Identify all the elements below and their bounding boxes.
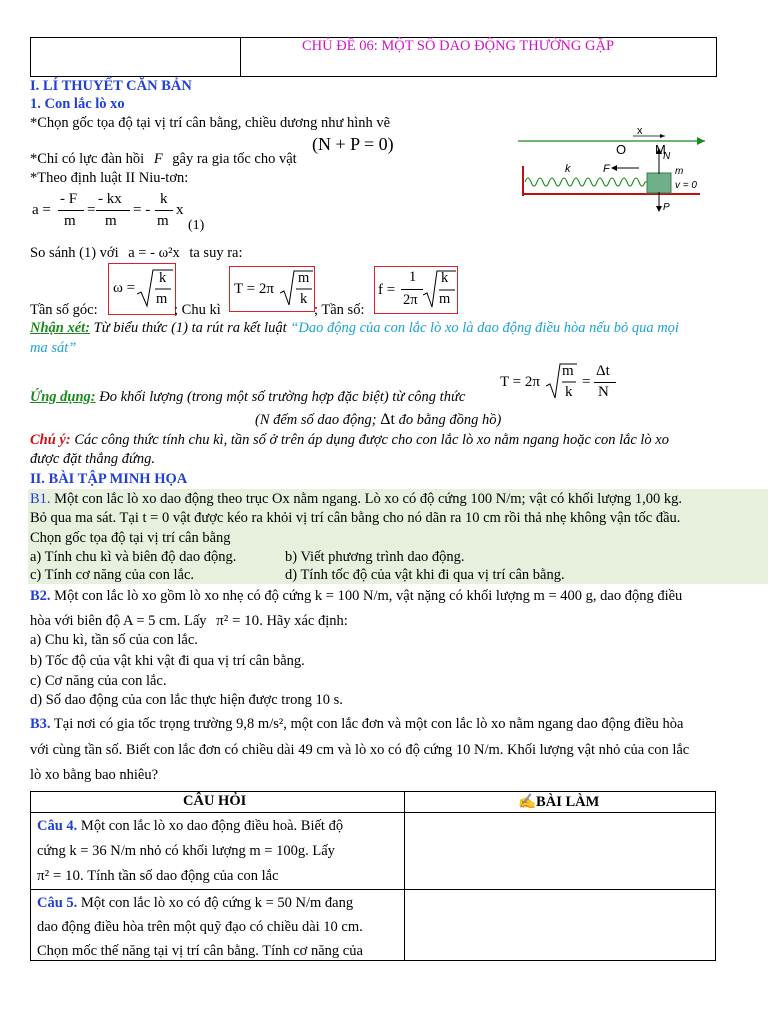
b2-line-2: hòa với biên độ A = 5 cm. Lấy π² = 10. Hãy xác định: — [30, 613, 348, 629]
b1-item-b: b) Viết phương trình dao động. — [285, 549, 465, 565]
answer-5-cell[interactable] — [405, 890, 714, 959]
b1-line-1: B1. Một con lắc lò xo dao động theo trục Ox nằm ngang. Lò xo có độ cứng 100 N/m; vật có khối lượng 1,00 kg. — [30, 491, 683, 507]
period-label: ; Chu kì — [174, 302, 221, 318]
theory-line-3: *Theo định luật II Niu-tơn: — [30, 170, 189, 186]
figure-o-label: O — [616, 142, 627, 157]
remark-line: Nhận xét: Từ biểu thức (1) ta rút ra kết luật “Dao động của con lắc lò xo là dao động điều hòa nếu bỏ qua mọi — [30, 320, 679, 336]
b1-item-a: a) Tính chu kì và biên độ dao động. — [30, 549, 237, 565]
omega-formula-box: ω = k m — [108, 263, 176, 315]
figure-m-mass-label: m — [675, 166, 684, 177]
b2-item-c: c) Cơ năng của con lắc. — [30, 673, 167, 689]
b1-item-c: c) Tính cơ năng của con lắc. — [30, 567, 195, 583]
qa-header-question: CÂU HỎI — [183, 793, 247, 809]
b3-line-1: B3. Tại nơi có gia tốc trọng trường 9,8 m/s², một con lắc đơn và một con lắc lò xo nằm ngang dao động điều hòa — [30, 716, 684, 732]
b1-item-d: d) Tính tốc độ của vật khi đi qua vị trí cân bằng. — [285, 567, 565, 583]
b2-item-b: b) Tốc độ của vật khi vật đi qua vị trí cân bằng. — [30, 653, 305, 669]
b3-line-3: lò xo bằng bao nhiêu? — [30, 767, 159, 783]
equation-1: a = - F m = - kx m = - k m x (1) — [32, 191, 205, 233]
remark-quote-end: ma sát” — [30, 340, 77, 356]
figure-f-label: F — [603, 163, 610, 175]
theory-line-1: *Chọn gốc tọa độ tại vị trí cân bằng, chiều dương như hình vẽ — [30, 115, 391, 131]
theory-line-2: *Chỉ có lực đàn hồi F gây ra gia tốc cho vật — [30, 151, 297, 167]
section-2-heading: II. BÀI TẬP MINH HỌA — [30, 471, 188, 487]
application-equation: T = 2π m k = Δt N — [500, 362, 625, 404]
spring-pendulum-figure — [515, 124, 715, 220]
application-line: Ứng dụng: Đo khối lượng (trong một số trường hợp đặc biệt) từ công thức — [30, 389, 466, 405]
compare-line: So sánh (1) với a = - ω²x ta suy ra: — [30, 245, 243, 261]
b1-line-3: Chọn gốc tọa độ tại vị trí cân bằng — [30, 530, 231, 546]
section-1-heading: I. LÍ THUYẾT CĂN BẢN — [30, 78, 192, 94]
equation-n-p: (N + P = 0) — [312, 134, 394, 154]
figure-m-label: M — [655, 142, 666, 157]
figure-v-label: v = 0 — [675, 180, 697, 191]
b2-item-d: d) Số dao động của con lắc thực hiện được trong 10 s. — [30, 692, 343, 708]
angular-frequency-label: Tần số góc: — [30, 302, 98, 318]
section-1-subheading: 1. Con lắc lò xo — [30, 96, 125, 112]
qa-header-answer: ✍BÀI LÀM — [518, 794, 600, 810]
b2-line-1: B2. Một con lắc lò xo gồm lò xo nhẹ có độ cứng k = 100 N/m, vật nặng có khối lượng m = 400 g, dao động điều — [30, 588, 683, 604]
header-title: CHỦ ĐỀ 06: MỘT SỐ DAO ĐỘNG THƯỜNG GẶP — [302, 38, 615, 54]
frequency-formula-box: f = 1 2π k m — [374, 266, 458, 314]
period-formula-box: T = 2π m k — [229, 266, 315, 312]
application-note: (N đếm số dao động; Δt đo bằng đồng hồ) — [255, 411, 502, 428]
figure-p-label: P — [663, 202, 670, 213]
question-4: Câu 4. Một con lắc lò xo dao động điều hoà. Biết độ cứng k = 36 N/m nhỏ có khối lượng m = 100g. Lấy π² = 10. Tính tần số dao động của con lắc — [37, 818, 344, 884]
b2-item-a: a) Chu kì, tần số của con lắc. — [30, 632, 198, 648]
note-line-2: được đặt thẳng đứng. — [30, 451, 156, 467]
figure-k-label: k — [565, 163, 571, 175]
b1-line-2: Bỏ qua ma sát. Tại t = 0 vật được kéo ra khỏi vị trí cân bằng cho nó dãn ra 10 cm rồi thả nhẹ không vận tốc đầu. — [30, 510, 681, 526]
frequency-label: ; Tần số: — [314, 302, 365, 318]
question-5: Câu 5. Một con lắc lò xo có độ cứng k = 50 N/m đang dao động điều hòa trên một quỹ đạo có chiều dài 10 cm. Chọn mốc thế năng tại vị trí cân bằng. Tính cơ năng của — [37, 895, 363, 959]
sqrt-sign-icon — [137, 268, 173, 310]
header-divider — [240, 37, 241, 76]
figure-n-label: N — [663, 151, 671, 162]
b3-line-2: với cùng tần số. Biết con lắc đơn có chiều dài 49 cm và lò xo có độ cứng 10 N/m. Khối lượng vật nhỏ của con lắc — [30, 742, 690, 758]
note-line-1: Chú ý: Các công thức tính chu kì, tần số ở trên áp dụng được cho con lắc lò xo nằm ngang hoặc con lắc lò xo — [30, 432, 669, 448]
answer-4-cell[interactable] — [405, 813, 714, 889]
figure-x-label: x — [637, 125, 643, 137]
